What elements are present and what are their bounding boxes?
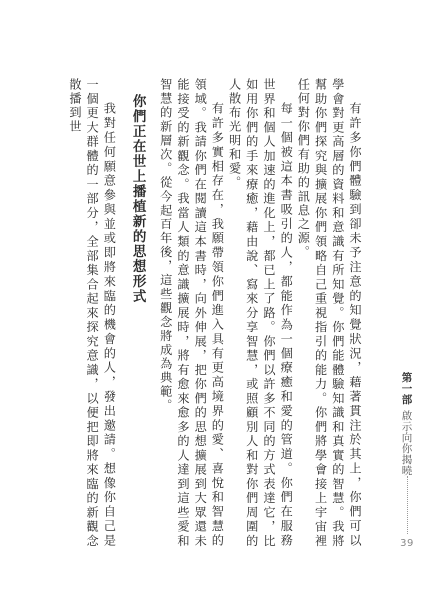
section-heading: 你們正在世上播植新的思想形式 [129, 94, 146, 305]
running-header-title: 啟示向你揭曉 [400, 410, 413, 476]
paragraph-2: 每一個被這本書吸引的人，都能作為一個療癒和愛的管道。你們在服務世界和個人加速的進化上，都已上了路。你們以許多不同的方式表達它，比如用你們的手來療癒，藉由說、寫來分享智慧，或照顧別人和對你們周圍的人散布光明和愛。 [227, 78, 294, 548]
paragraph-4: 我對任何願意參與並或即將來臨的機會的人，發出邀請。想像你自己是一個更大群體的一部分，全部集合起來探究意識，以便把即將來臨的新觀念散播到世 [67, 78, 117, 548]
paragraph-1: 有許多你們體驗到卻未予注意的知覺狀況，藉著貫注於其上，你們可以學會對更高層的資料和意識有所知覺。你們能體驗知識和真實的智慧。我將幫助你們探究與擴展你們領略自己重視指引的能力。你們將學會接上宇宙裡任何對你們有助的訊息之源。 [296, 78, 362, 548]
running-header [399, 372, 415, 476]
page-number: 39 [400, 538, 414, 549]
running-header-part: 第一部 [400, 372, 413, 405]
paragraph-3: 有許多實相存在，我願帶領你們進入具有更高境界的愛、喜悅和智慧的領域。我請你們在閱讀這本書時，向外伸展，把你們的思想擴展到大眾還未能接受的新觀念。我當人類的意識擴展時，將有愈來愈多的人達到這些愛和智慧的新層次。從今起百年後，這些觀念將成為典範。 [158, 78, 225, 548]
body-text [67, 78, 363, 548]
header-divider [407, 476, 408, 534]
